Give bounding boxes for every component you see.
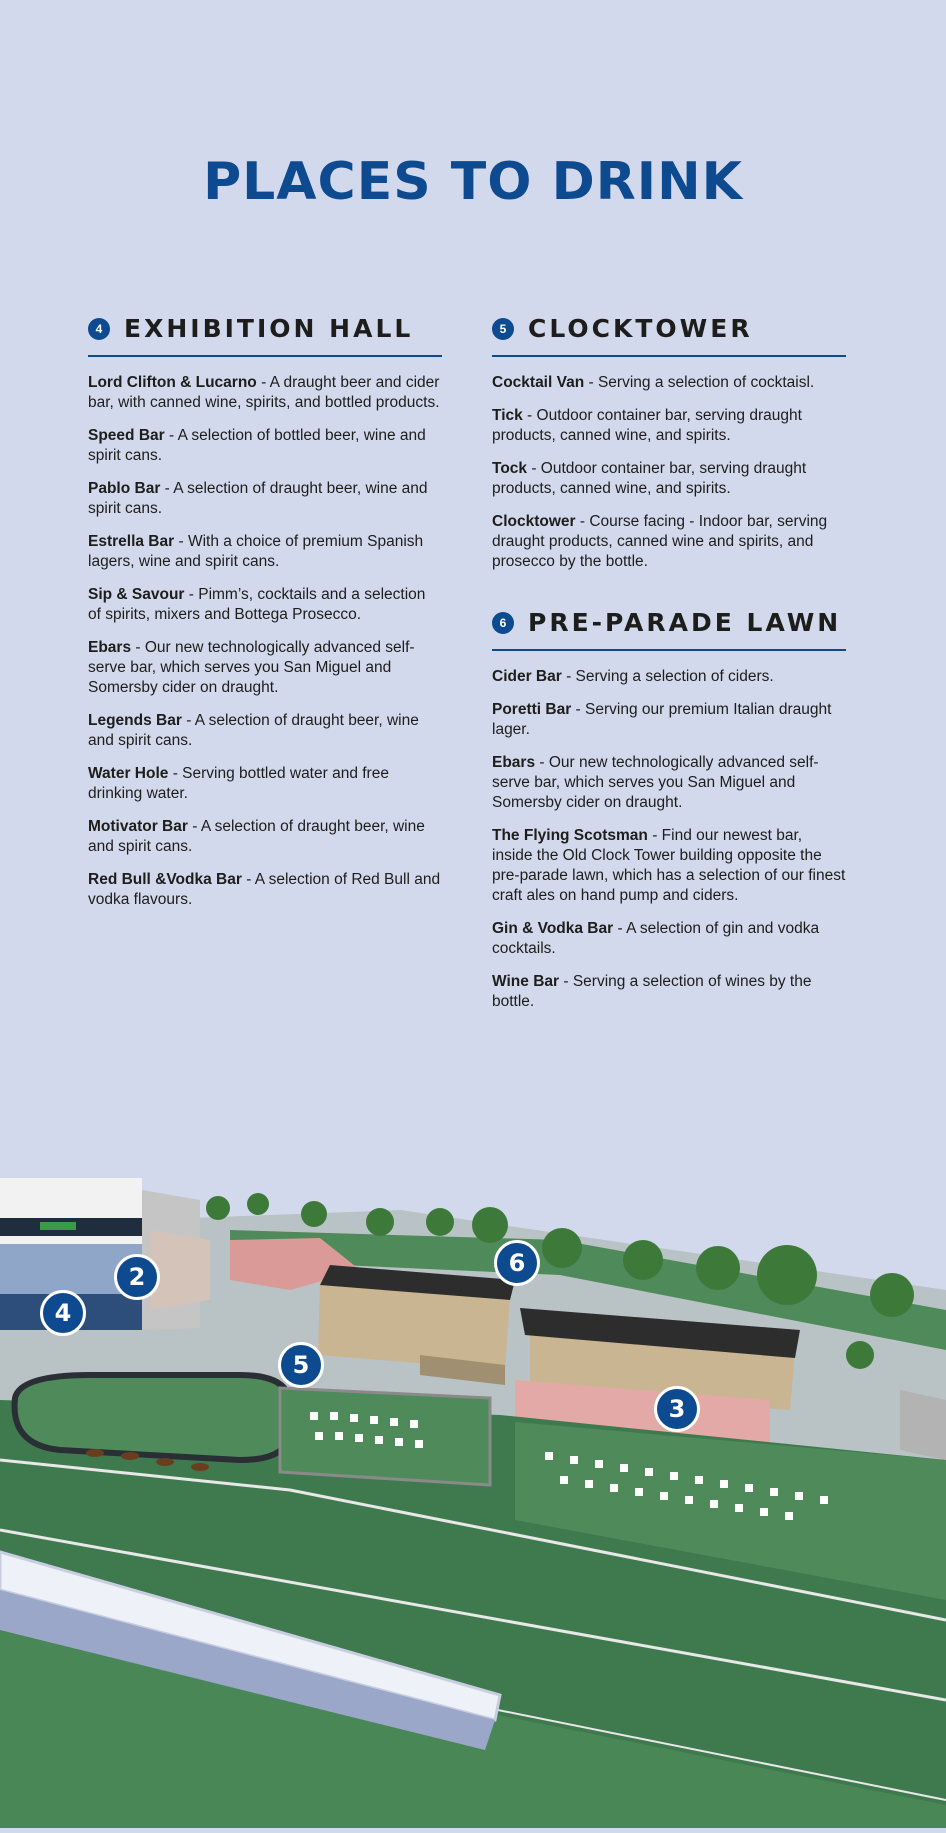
- exhibition-hall-entry-name: Motivator Bar: [88, 818, 188, 835]
- exhibition-hall-entry-description: - A selection of draught beer, wine and spirit cans.: [88, 480, 428, 517]
- pre-parade-lawn-entry-name: Gin & Vodka Bar: [492, 920, 614, 937]
- map-pin-2[interactable]: 2: [114, 1254, 160, 1300]
- exhibition-hall-entry-name: Estrella Bar: [88, 533, 175, 550]
- exhibition-hall-entry-name: Pablo Bar: [88, 480, 161, 497]
- map-pin-5[interactable]: 5: [278, 1342, 324, 1388]
- pre-parade-lawn-list: [492, 667, 846, 1012]
- clocktower-entry-description: - Course facing - Indoor bar, serving draught products, canned wine and spirits, and prosecco by the bottle.: [492, 513, 828, 570]
- exhibition-hall-title: EXHIBITION HALL: [124, 314, 414, 343]
- exhibition-hall-entry-description: - A selection of bottled beer, wine and spirit cans.: [88, 427, 426, 464]
- clocktower-entry: [492, 459, 846, 499]
- clocktower-entry-description: - Serving a selection of cocktaisl.: [584, 374, 815, 391]
- exhibition-hall-entry: [88, 426, 442, 466]
- pre-parade-lawn-entry-name: Ebars: [492, 754, 536, 771]
- right-column: [492, 314, 846, 1025]
- racecourse-map: [0, 1160, 946, 1828]
- exhibition-hall-entry: [88, 817, 442, 857]
- pre-parade-lawn-entry: [492, 700, 846, 740]
- pre-parade-lawn-section: [492, 608, 846, 1012]
- map-pin-6[interactable]: 6: [494, 1240, 540, 1286]
- clocktower-entry-description: - Outdoor container bar, serving draught products, canned wine, and spirits.: [492, 407, 802, 444]
- pre-parade-lawn-entry-name: The Flying Scotsman: [492, 827, 648, 844]
- pre-parade-lawn-entry: [492, 826, 846, 906]
- clocktower-header: [492, 314, 846, 357]
- exhibition-hall-entry-name: Lord Clifton & Lucarno: [88, 374, 257, 391]
- exhibition-hall-entry: [88, 479, 442, 519]
- clocktower-entry-name: Tick: [492, 407, 523, 424]
- exhibition-hall-header: [88, 314, 442, 357]
- exhibition-hall-entry-name: Sip & Savour: [88, 586, 185, 603]
- pre-parade-lawn-entry-description: - A selection of gin and vodka cocktails.: [492, 920, 820, 957]
- exhibition-hall-entry: [88, 532, 442, 572]
- pre-parade-lawn-entry-description: - Serving a selection of wines by the bottle.: [492, 973, 812, 1010]
- pre-parade-lawn-entry-description: - Serving a selection of ciders.: [561, 668, 774, 685]
- exhibition-hall-entry-name: Legends Bar: [88, 712, 182, 729]
- exhibition-hall-entry-description: - Our new technologically advanced self-serve bar, which serves you San Miguel and Somersby cider on draught.: [88, 639, 415, 696]
- clocktower-entry-name: Cocktail Van: [492, 374, 585, 391]
- exhibition-hall-entry: [88, 764, 442, 804]
- exhibition-hall-list: [88, 373, 442, 910]
- page-title: PLACES TO DRINK: [203, 152, 743, 212]
- clocktower-section: [492, 314, 846, 572]
- exhibition-hall-entry: [88, 373, 442, 413]
- pre-parade-lawn-entry: [492, 919, 846, 959]
- exhibition-hall-entry-description: - With a choice of premium Spanish lagers, wine and spirit cans.: [88, 533, 424, 570]
- pre-parade-lawn-entry: [492, 972, 846, 1012]
- clocktower-list: [492, 373, 846, 572]
- exhibition-hall-entry-description: - Serving bottled water and free drinking water.: [88, 765, 389, 802]
- exhibition-hall-entry: [88, 638, 442, 698]
- exhibition-hall-number-badge: 4: [88, 318, 110, 340]
- pre-parade-lawn-title: PRE-PARADE LAWN: [528, 608, 842, 637]
- pre-parade-lawn-header: [492, 608, 846, 651]
- exhibition-hall-entry-description: - Pimm’s, cocktails and a selection of spirits, mixers and Bottega Prosecco.: [88, 586, 426, 623]
- clocktower-title: CLOCKTOWER: [528, 314, 753, 343]
- exhibition-hall-entry-name: Red Bull &Vodka Bar: [88, 871, 242, 888]
- exhibition-hall-entry-description: - A selection of draught beer, wine and spirit cans.: [88, 818, 425, 855]
- clocktower-entry: [492, 512, 846, 572]
- exhibition-hall-entry: [88, 585, 442, 625]
- exhibition-hall-entry-description: - A draught beer and cider bar, with canned wine, spirits, and bottled products.: [88, 374, 440, 411]
- pre-parade-lawn-entry: [492, 667, 846, 687]
- exhibition-hall-entry: [88, 711, 442, 751]
- exhibition-hall-entry-description: - A selection of draught beer, wine and spirit cans.: [88, 712, 419, 749]
- pre-parade-lawn-entry-description: - Find our newest bar, inside the Old Clock Tower building opposite the pre-parade lawn, which has a selection of our finest craft ales on hand pump and ciders.: [492, 827, 846, 904]
- exhibition-hall-entry-description: - A selection of Red Bull and vodka flavours.: [88, 871, 441, 908]
- exhibition-hall-entry-name: Speed Bar: [88, 427, 165, 444]
- clocktower-entry-name: Clocktower: [492, 513, 576, 530]
- pre-parade-lawn-entry: [492, 753, 846, 813]
- pre-parade-lawn-entry-name: Cider Bar: [492, 668, 562, 685]
- pre-parade-lawn-entry-description: - Serving our premium Italian draught lager.: [492, 701, 832, 738]
- map-pin-4[interactable]: 4: [40, 1290, 86, 1336]
- exhibition-hall-entry-name: Ebars: [88, 639, 132, 656]
- pre-parade-lawn-entry-name: Poretti Bar: [492, 701, 572, 718]
- exhibition-hall-section: [88, 314, 442, 923]
- clocktower-entry-name: Tock: [492, 460, 528, 477]
- pre-parade-lawn-entry-description: - Our new technologically advanced self-serve bar, which serves you San Miguel and Somersby cider on draught.: [492, 754, 819, 811]
- pre-parade-lawn-entry-name: Wine Bar: [492, 973, 560, 990]
- exhibition-hall-entry-name: Water Hole: [88, 765, 169, 782]
- exhibition-hall-entry: [88, 870, 442, 910]
- clocktower-entry-description: - Outdoor container bar, serving draught products, canned wine, and spirits.: [492, 460, 807, 497]
- clocktower-entry: [492, 406, 846, 446]
- clocktower-number-badge: 5: [492, 318, 514, 340]
- clocktower-entry: [492, 373, 846, 393]
- pre-parade-lawn-number-badge: 6: [492, 612, 514, 634]
- map-pin-3[interactable]: 3: [654, 1386, 700, 1432]
